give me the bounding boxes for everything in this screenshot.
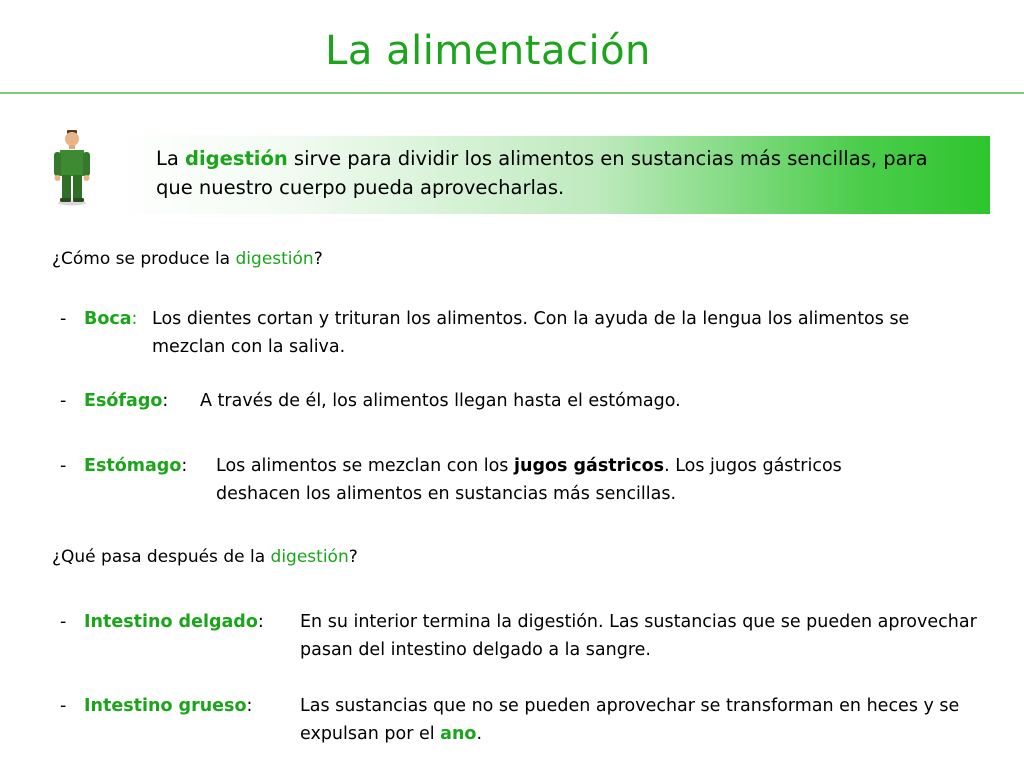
highlight-digestion: digestión (185, 147, 288, 170)
term-esofago: Esófago: (84, 391, 169, 411)
list-item-intestino-grueso: - Intestino grueso: Las sustancias que no se pueden aprovechar se transforman en heces y se expulsan por el ano. (60, 692, 1010, 752)
green-boy-figure-icon (48, 126, 96, 206)
page-title: La alimentación (325, 28, 651, 74)
term-intestino-delgado: Intestino delgado: (84, 612, 264, 632)
term-intestino-grueso: Intestino grueso: (84, 696, 253, 716)
term-estomago: Estómago: (84, 456, 188, 476)
list-item-boca: - Boca: Los dientes cortan y trituran los alimentos. Con la ayuda de la lengua los alimentos se mezclan con la saliva. (60, 305, 960, 365)
desc-estomago: Los alimentos se mezclan con los jugos gástricos. Los jugos gástricos deshacen los alimentos en sustancias más sencillas. (216, 456, 842, 504)
term-boca: Boca: (84, 309, 138, 329)
list-item-esofago: - Esófago: A través de él, los alimentos llegan hasta el estómago. (60, 387, 960, 417)
desc-intestino-grueso: Las sustancias que no se pueden aprovechar se transforman en heces y se expulsan por el ano. (300, 696, 960, 744)
desc-intestino-delgado: En su interior termina la digestión. Las sustancias que se pueden aprovechar pasan del intestino delgado a la sangre. (300, 612, 977, 660)
desc-boca: Los dientes cortan y trituran los alimentos. Con la ayuda de la lengua los alimentos se mezclan con la saliva. (152, 309, 910, 357)
desc-esofago: A través de él, los alimentos llegan hasta el estómago. (200, 391, 681, 411)
list-item-estomago: - Estómago: Los alimentos se mezclan con los jugos gástricos. Los jugos gástricos deshacen los alimentos en sustancias más sencillas. (60, 452, 960, 512)
title-divider (0, 92, 1024, 94)
list-item-intestino-delgado: - Intestino delgado: En su interior termina la digestión. Las sustancias que se pueden aprovechar pasan del intestino delgado a la sangre. (60, 608, 1010, 668)
question-how-digestion: ¿Cómo se produce la digestión? (52, 249, 323, 269)
definition-text: La digestión sirve para dividir los alimentos en sustancias más sencillas, para que nuestro cuerpo pueda aprovecharlas. (156, 147, 928, 199)
question-after-digestion: ¿Qué pasa después de la digestión? (52, 547, 358, 567)
